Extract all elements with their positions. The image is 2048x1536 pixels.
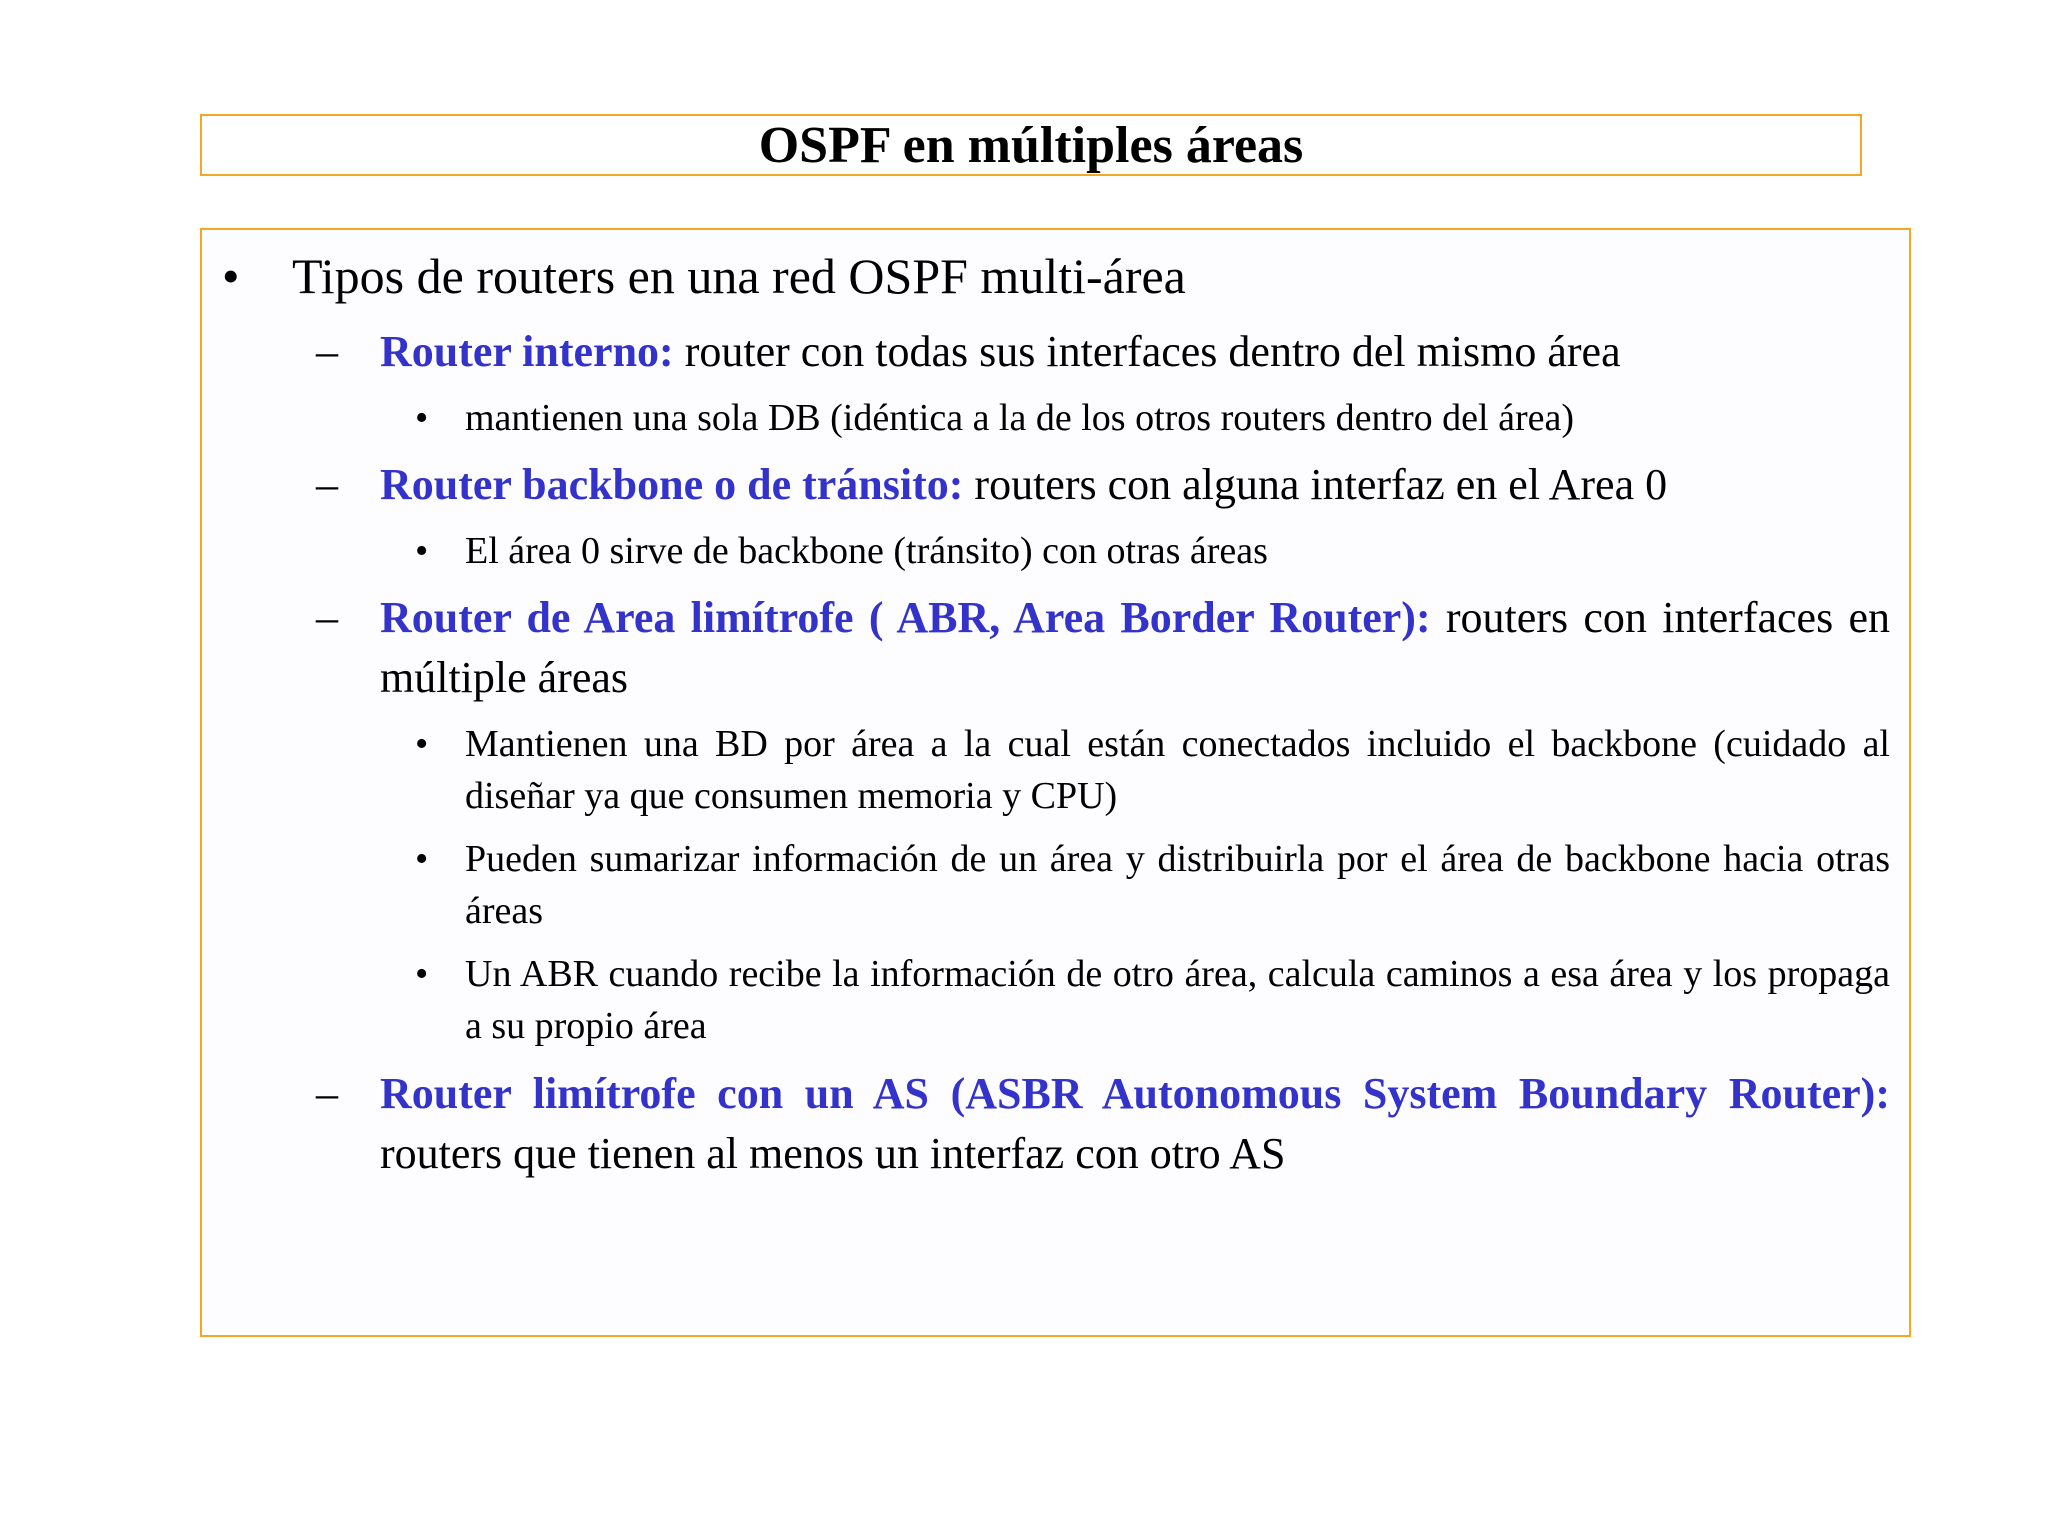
bullet-marker: •	[222, 248, 240, 304]
bullet-marker: •	[415, 530, 429, 572]
router-type-asbr	[316, 1064, 1890, 1184]
router-note-text: mantienen una sola DB (idéntica a la de los otros routers dentro del área)	[465, 397, 1574, 439]
router-type-abr	[316, 588, 1891, 708]
router-type-term: Router interno:	[380, 327, 674, 376]
router-note-text: Mantienen una BD por área a la cual están conectados incluido el backbone (cuidado al diseñar ya que consumen memoria y CPU)	[465, 723, 1890, 817]
title-box	[200, 114, 1862, 176]
router-note	[415, 948, 1890, 1052]
router-note-text: Pueden sumarizar información de un área y distribuirla por el área de backbone hacia otras áreas	[465, 838, 1890, 932]
router-type-desc: routers que tienen al menos un interfaz con otro AS	[380, 1129, 1286, 1178]
content-box	[200, 228, 1911, 1337]
router-type-term: Router limítrofe con un AS (ASBR Autonomous System Boundary Router):	[380, 1069, 1890, 1118]
dash-marker: –	[316, 327, 338, 376]
router-note-text: El área 0 sirve de backbone (tránsito) con otras áreas	[465, 530, 1268, 572]
bullet-marker: •	[415, 838, 429, 880]
router-type-term: Router backbone o de tránsito:	[380, 460, 964, 509]
router-type-backbone	[316, 455, 1890, 515]
main-bullet	[222, 246, 1186, 306]
dash-marker: –	[316, 593, 338, 642]
router-note	[415, 833, 1890, 937]
bullet-marker: •	[415, 397, 429, 439]
router-type-internal	[316, 322, 1890, 382]
router-type-desc: router con todas sus interfaces dentro del mismo área	[673, 327, 1621, 376]
slide-title: OSPF en múltiples áreas	[758, 117, 1304, 174]
router-type-term: Router de Area limítrofe ( ABR, Area Border Router):	[380, 593, 1431, 642]
router-type-desc: routers con alguna interfaz en el Area 0	[963, 460, 1668, 509]
router-note	[415, 525, 1890, 577]
bullet-marker: •	[415, 723, 429, 765]
main-bullet-text: Tipos de routers en una red OSPF multi-área	[292, 248, 1186, 304]
router-type-desc: routers con interfaces en múltiple áreas	[380, 593, 1891, 702]
router-note-text: Un ABR cuando recibe la información de otro área, calcula caminos a esa área y los propaga a su propio área	[465, 953, 1890, 1047]
router-note	[415, 718, 1890, 822]
router-note	[415, 392, 1890, 444]
dash-marker: –	[316, 1069, 338, 1118]
bullet-marker: •	[415, 953, 429, 995]
dash-marker: –	[316, 460, 338, 509]
